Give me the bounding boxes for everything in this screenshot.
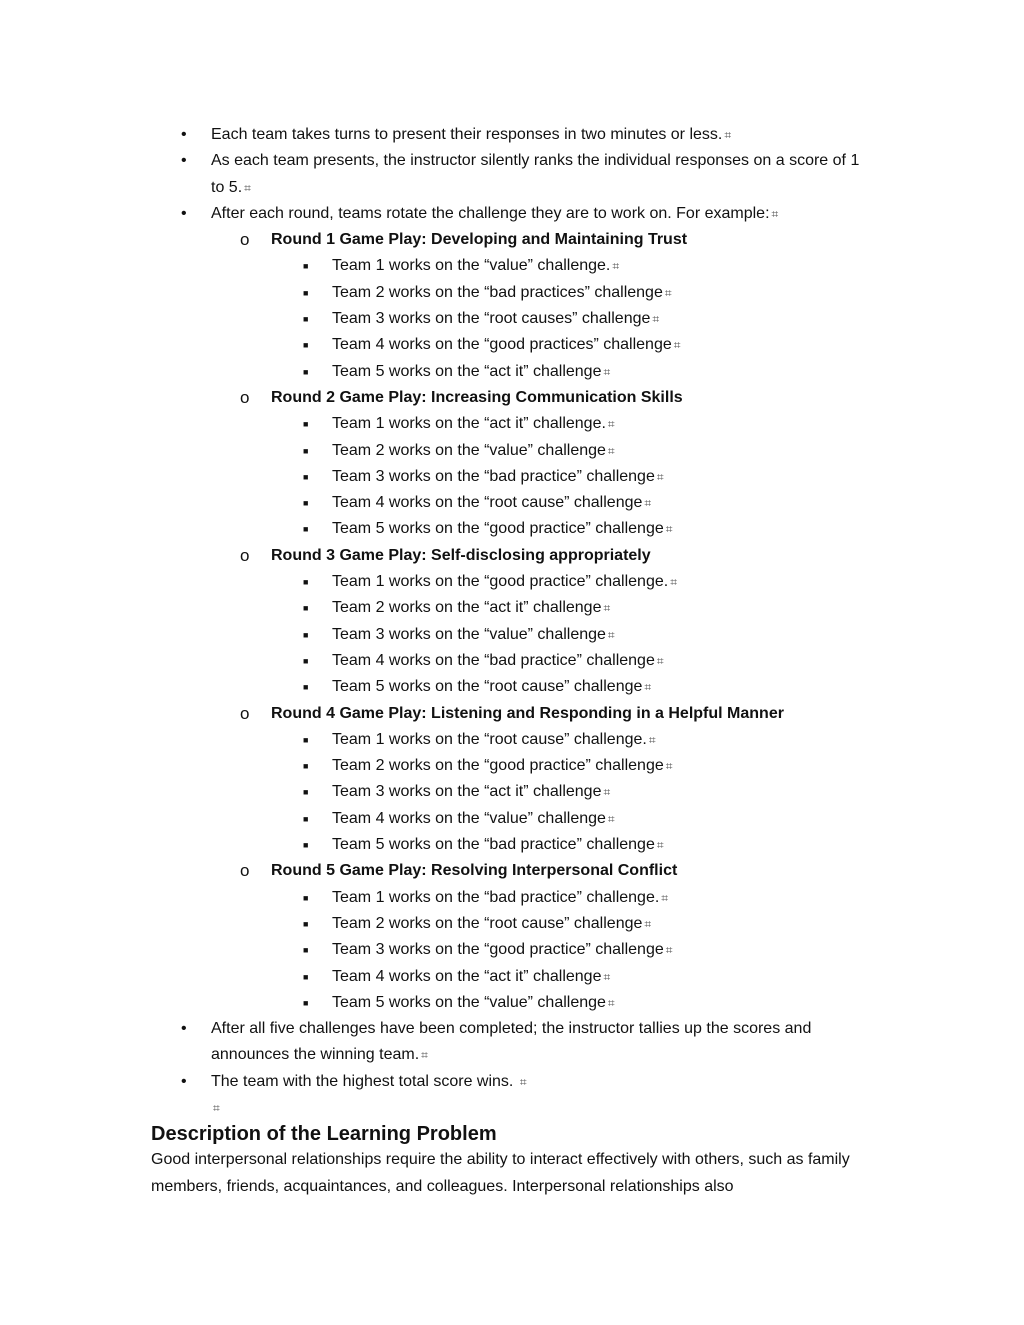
round-title: Round 1 Game Play: Developing and Maintaining Trust xyxy=(271,231,688,249)
team-item-text: Team 2 works on the “act it” challenge xyxy=(332,599,602,617)
square-bullet-icon: ■ xyxy=(303,261,309,272)
team-item xyxy=(151,280,871,306)
team-item-text: Team 4 works on the “value” challenge xyxy=(332,809,606,827)
paragraph-mark: ⌗ xyxy=(648,732,656,747)
circle-bullet-icon: o xyxy=(240,861,250,881)
team-list xyxy=(271,727,871,858)
paragraph-mark: ⌗ xyxy=(665,943,673,958)
circle-bullet-icon: o xyxy=(240,387,250,407)
square-bullet-icon: ■ xyxy=(303,734,309,745)
bullet-icon: • xyxy=(181,204,187,222)
square-bullet-icon: ■ xyxy=(303,761,309,772)
round-title: Round 5 Game Play: Resolving Interpersonal Conflict xyxy=(271,862,678,880)
square-bullet-icon: ■ xyxy=(303,813,309,824)
circle-bullet-icon: o xyxy=(240,703,250,723)
team-item xyxy=(151,674,871,700)
list-item-text: The team with the highest total score wins. xyxy=(211,1072,514,1090)
team-item xyxy=(151,306,871,332)
paragraph-mark: ⌗ xyxy=(244,180,251,195)
team-item xyxy=(151,622,871,648)
bullet-icon: • xyxy=(181,1072,187,1090)
team-item xyxy=(151,253,871,279)
list-item xyxy=(151,201,871,1016)
team-item xyxy=(151,832,871,858)
paragraph-mark: ⌗ xyxy=(213,1100,220,1115)
team-item-text: Team 5 works on the “bad practice” challenge xyxy=(332,836,655,854)
team-list xyxy=(271,885,871,1016)
square-bullet-icon: ■ xyxy=(303,997,309,1008)
team-item xyxy=(151,516,871,542)
round-title: Round 3 Game Play: Self-disclosing appropriately xyxy=(271,546,651,564)
square-bullet-icon: ■ xyxy=(303,340,309,351)
team-item-text: Team 2 works on the “root cause” challenge xyxy=(332,914,643,932)
team-item xyxy=(151,964,871,990)
team-item-text: Team 5 works on the “root cause” challenge xyxy=(332,678,643,696)
round-item xyxy=(151,701,871,859)
bullet-list xyxy=(151,122,871,1095)
square-bullet-icon: ■ xyxy=(303,655,309,666)
rounds-list xyxy=(211,227,871,1016)
paragraph-mark: ⌗ xyxy=(421,1048,428,1063)
team-item xyxy=(151,937,871,963)
team-item xyxy=(151,359,871,385)
team-item xyxy=(151,332,871,358)
team-item-text: Team 5 works on the “value” challenge xyxy=(332,993,606,1011)
team-item xyxy=(151,885,871,911)
square-bullet-icon: ■ xyxy=(303,603,309,614)
team-item-text: Team 5 works on the “good practice” challenge xyxy=(332,520,664,538)
team-item-text: Team 1 works on the “bad practice” challenge. xyxy=(332,888,660,906)
bullet-icon: • xyxy=(181,152,187,170)
team-item-text: Team 3 works on the “act it” challenge xyxy=(332,783,602,801)
team-item-text: Team 2 works on the “bad practices” challenge xyxy=(332,283,663,301)
circle-bullet-icon: o xyxy=(240,230,250,250)
circle-bullet-icon: o xyxy=(240,545,250,565)
team-item xyxy=(151,779,871,805)
team-list xyxy=(271,411,871,542)
paragraph-mark: ⌗ xyxy=(644,680,652,695)
paragraph-mark: ⌗ xyxy=(607,443,615,458)
list-item xyxy=(151,148,871,201)
team-item-text: Team 4 works on the “act it” challenge xyxy=(332,967,602,985)
team-list xyxy=(271,569,871,700)
team-item-text: Team 3 works on the “value” challenge xyxy=(332,625,606,643)
paragraph-mark: ⌗ xyxy=(607,811,615,826)
paragraph-mark: ⌗ xyxy=(656,469,664,484)
team-item-text: Team 5 works on the “act it” challenge xyxy=(332,362,602,380)
paragraph-mark: ⌗ xyxy=(612,259,620,274)
square-bullet-icon: ■ xyxy=(303,498,309,509)
team-item xyxy=(151,648,871,674)
team-item-text: Team 3 works on the “root causes” challenge xyxy=(332,310,651,328)
square-bullet-icon: ■ xyxy=(303,892,309,903)
team-item-text: Team 1 works on the “act it” challenge. xyxy=(332,415,606,433)
paragraph-mark: ⌗ xyxy=(656,838,664,853)
team-item xyxy=(151,438,871,464)
square-bullet-icon: ■ xyxy=(303,366,309,377)
team-list xyxy=(271,253,871,384)
round-item xyxy=(151,858,871,1016)
paragraph-mark: ⌗ xyxy=(644,496,652,511)
team-item-text: Team 3 works on the “bad practice” challenge xyxy=(332,467,655,485)
team-item xyxy=(151,490,871,516)
team-item xyxy=(151,595,871,621)
square-bullet-icon: ■ xyxy=(303,577,309,588)
team-item xyxy=(151,727,871,753)
bullet-icon: • xyxy=(181,1020,187,1038)
list-item xyxy=(151,1069,871,1095)
paragraph-mark: ⌗ xyxy=(644,916,652,931)
paragraph-mark: ⌗ xyxy=(656,653,664,668)
team-item xyxy=(151,753,871,779)
square-bullet-icon: ■ xyxy=(303,524,309,535)
bullet-icon: • xyxy=(181,126,187,143)
paragraph-mark: ⌗ xyxy=(661,890,669,905)
team-item-text: Team 4 works on the “bad practice” challenge xyxy=(332,651,655,669)
list-item-text: Each team takes turns to present their responses in two minutes or less. xyxy=(211,126,723,143)
round-item xyxy=(151,543,871,701)
list-item-text: As each team presents, the instructor silently ranks the individual responses on a score of 1 to 5. xyxy=(211,152,860,196)
team-item-text: Team 2 works on the “value” challenge xyxy=(332,441,606,459)
square-bullet-icon: ■ xyxy=(303,629,309,640)
empty-paragraph xyxy=(151,1095,871,1121)
paragraph-mark: ⌗ xyxy=(603,785,611,800)
list-item xyxy=(151,1016,871,1069)
team-item xyxy=(151,990,871,1016)
section-heading: Description of the Learning Problem xyxy=(151,1123,497,1146)
paragraph-mark: ⌗ xyxy=(665,522,673,537)
team-item xyxy=(151,569,871,595)
paragraph-mark: ⌗ xyxy=(603,364,611,379)
paragraph-mark: ⌗ xyxy=(603,601,611,616)
square-bullet-icon: ■ xyxy=(303,445,309,456)
team-item-text: Team 3 works on the “good practice” challenge xyxy=(332,941,664,959)
team-item-text: Team 1 works on the “good practice” challenge. xyxy=(332,573,669,591)
square-bullet-icon: ■ xyxy=(303,971,309,982)
paragraph-mark: ⌗ xyxy=(665,759,673,774)
square-bullet-icon: ■ xyxy=(303,419,309,430)
team-item xyxy=(151,911,871,937)
square-bullet-icon: ■ xyxy=(303,314,309,325)
document-content xyxy=(151,122,871,1200)
square-bullet-icon: ■ xyxy=(303,471,309,482)
paragraph-mark: ⌗ xyxy=(724,128,732,142)
list-item xyxy=(151,122,871,148)
paragraph-mark: ⌗ xyxy=(664,285,672,300)
body-paragraph: Good interpersonal relationships require the ability to interact effectively with others, such as family members, friends, acquaintances, and colleagues. Interpersonal relationships also xyxy=(151,1151,850,1195)
square-bullet-icon: ■ xyxy=(303,945,309,956)
round-title: Round 2 Game Play: Increasing Communication Skills xyxy=(271,388,683,406)
round-item xyxy=(151,227,871,385)
square-bullet-icon: ■ xyxy=(303,840,309,851)
square-bullet-icon: ■ xyxy=(303,287,309,298)
paragraph-mark: ⌗ xyxy=(607,627,615,642)
list-item-text: After all five challenges have been completed; the instructor tallies up the scores and announces the winning team. xyxy=(211,1020,812,1064)
team-item-text: Team 1 works on the “value” challenge. xyxy=(332,257,611,275)
square-bullet-icon: ■ xyxy=(303,682,309,693)
team-item-text: Team 1 works on the “root cause” challenge. xyxy=(332,730,647,748)
team-item xyxy=(151,464,871,490)
team-item-text: Team 2 works on the “good practice” challenge xyxy=(332,757,664,775)
paragraph-mark: ⌗ xyxy=(519,1074,527,1089)
round-title: Round 4 Game Play: Listening and Responding in a Helpful Manner xyxy=(271,704,784,722)
paragraph-mark: ⌗ xyxy=(652,312,660,327)
paragraph-mark: ⌗ xyxy=(607,417,615,432)
list-item-text: After each round, teams rotate the challenge they are to work on. For example: xyxy=(211,204,770,222)
round-item xyxy=(151,385,871,543)
team-item xyxy=(151,411,871,437)
paragraph-mark: ⌗ xyxy=(607,995,615,1010)
square-bullet-icon: ■ xyxy=(303,787,309,798)
square-bullet-icon: ■ xyxy=(303,918,309,929)
paragraph-mark: ⌗ xyxy=(603,969,611,984)
team-item-text: Team 4 works on the “root cause” challenge xyxy=(332,494,643,512)
paragraph-mark: ⌗ xyxy=(670,575,677,590)
team-item xyxy=(151,806,871,832)
paragraph-mark: ⌗ xyxy=(673,338,681,353)
paragraph-mark: ⌗ xyxy=(771,206,779,221)
team-item-text: Team 4 works on the “good practices” challenge xyxy=(332,336,672,354)
